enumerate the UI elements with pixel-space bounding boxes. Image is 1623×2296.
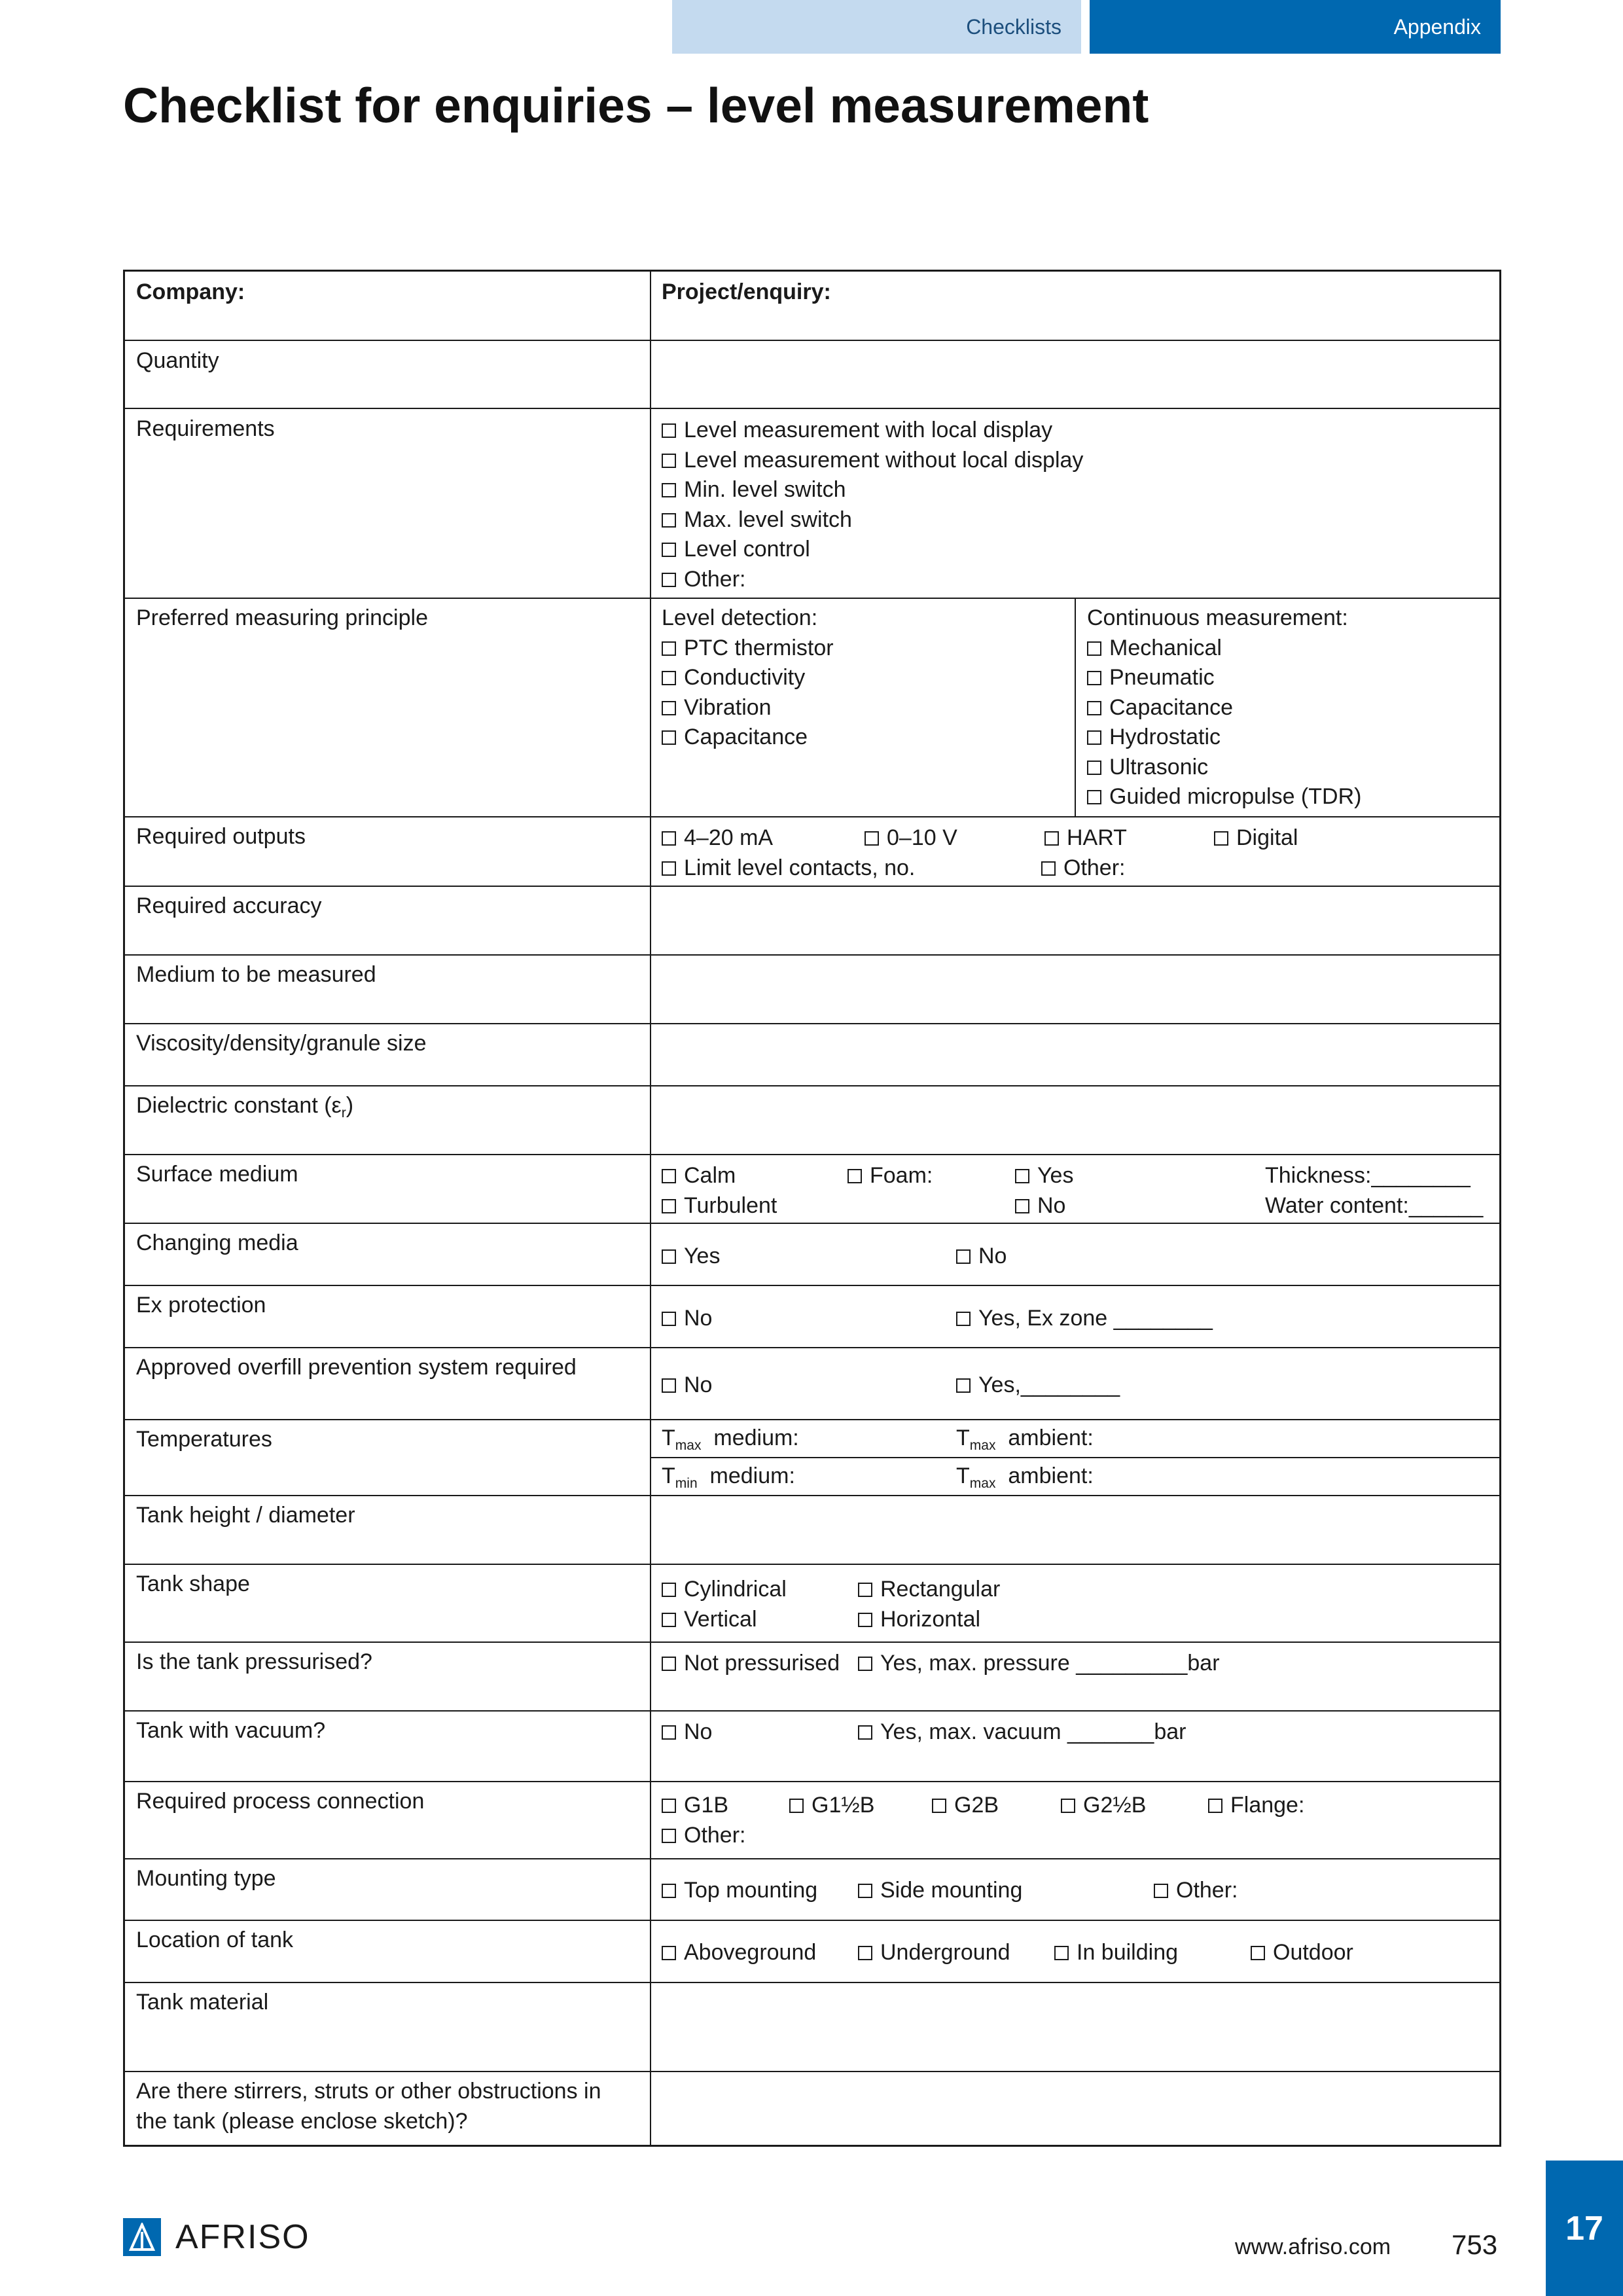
option-label: G1B — [684, 1793, 729, 1818]
continuous-option[interactable] — [1087, 692, 1233, 723]
option-label: Level control — [684, 537, 810, 562]
row-divider — [125, 2071, 1499, 2072]
option-label: Hydrostatic — [1109, 725, 1221, 749]
option-label: Conductivity — [684, 665, 806, 690]
column-divider — [650, 272, 651, 2145]
principle-column-divider — [1075, 598, 1076, 816]
checkbox[interactable] — [858, 1613, 872, 1627]
checkbox[interactable] — [1087, 701, 1101, 715]
ex-label: Ex protection — [136, 1293, 266, 1318]
checkbox[interactable] — [956, 1378, 971, 1393]
requirements-option[interactable] — [662, 475, 846, 505]
website-link[interactable]: www.afriso.com — [1235, 2234, 1391, 2259]
mounting-option[interactable] — [662, 1875, 817, 1905]
tab-appendix[interactable] — [1090, 0, 1501, 54]
checkbox[interactable] — [662, 730, 676, 745]
row-divider — [125, 1495, 1499, 1496]
outputs-option[interactable] — [1041, 853, 1125, 883]
location-option[interactable] — [858, 1937, 1010, 1967]
row-divider — [125, 954, 1499, 956]
obstructions-label-line2: the tank (please enclose sketch)? — [136, 2109, 468, 2134]
checkbox[interactable] — [662, 1725, 676, 1740]
checkbox[interactable] — [865, 831, 879, 846]
vacuum-label: Tank with vacuum? — [136, 1718, 326, 1743]
tab-checklists-label: Checklists — [966, 14, 1061, 39]
option-label: Yes, Ex zone ________ — [978, 1306, 1213, 1331]
option-label: No — [978, 1244, 1007, 1268]
mounting-option[interactable] — [1154, 1875, 1238, 1905]
pressurised-label: Is the tank pressurised? — [136, 1649, 372, 1674]
dielectric-subscript: r — [341, 1105, 346, 1121]
location-label: Location of tank — [136, 1928, 294, 1952]
surface-water-field[interactable]: Water content:______ — [1265, 1193, 1484, 1218]
checkbox[interactable] — [662, 1169, 676, 1183]
option-label: G2B — [954, 1793, 999, 1818]
option-label: Yes, max. pressure _________bar — [880, 1651, 1220, 1676]
option-label: Other: — [684, 567, 746, 592]
option-label: 4–20 mA — [684, 825, 774, 850]
checkbox[interactable] — [662, 1799, 676, 1813]
checkbox[interactable] — [1251, 1946, 1265, 1960]
overfill-option[interactable] — [662, 1370, 712, 1400]
level-detection-option[interactable] — [662, 722, 808, 752]
checkbox[interactable] — [1015, 1199, 1029, 1213]
company-label: Company: — [136, 279, 245, 304]
connection-option[interactable] — [662, 1790, 728, 1820]
surface-thickness-field[interactable]: Thickness:________ — [1265, 1163, 1471, 1188]
checkbox[interactable] — [1214, 831, 1228, 846]
row-divider — [125, 1419, 1499, 1420]
checkbox[interactable] — [662, 1312, 676, 1326]
option-label: HART — [1067, 825, 1127, 850]
option-label: Min. level switch — [684, 477, 846, 502]
principle-label: Preferred measuring principle — [136, 605, 428, 630]
changing-option[interactable] — [662, 1241, 720, 1271]
option-label: Yes — [1037, 1163, 1074, 1188]
temp-medium-label: medium: — [713, 1426, 799, 1450]
level-detection-option[interactable] — [662, 692, 772, 723]
requirements-option[interactable] — [662, 564, 745, 594]
continuous-option[interactable] — [1087, 633, 1222, 663]
option-label: Capacitance — [684, 725, 808, 749]
continuous-heading: Continuous measurement: — [1087, 605, 1348, 630]
option-label: Rectangular — [880, 1577, 1001, 1602]
checkbox[interactable] — [956, 1312, 971, 1326]
option-label: Side mounting — [880, 1878, 1023, 1903]
checkbox[interactable] — [1087, 730, 1101, 745]
tank-shape-label: Tank shape — [136, 1571, 250, 1596]
outputs-option[interactable] — [1044, 823, 1127, 853]
viscosity-label: Viscosity/density/granule size — [136, 1031, 427, 1056]
temp-subscript: max — [675, 1438, 702, 1453]
checkbox[interactable] — [1087, 641, 1101, 656]
medium-label: Medium to be measured — [136, 962, 376, 987]
option-label: Level measurement with local display — [684, 418, 1053, 442]
connection-label: Required process connection — [136, 1789, 425, 1814]
surface-option[interactable] — [662, 1160, 736, 1191]
option-label: Level measurement without local display — [684, 448, 1084, 473]
row-divider — [125, 1920, 1499, 1921]
outputs-option[interactable] — [662, 853, 915, 883]
option-label: Yes, max. vacuum _______bar — [880, 1719, 1186, 1744]
continuous-option[interactable] — [1087, 662, 1215, 692]
vacuum-option[interactable] — [858, 1717, 1186, 1747]
obstructions-label-line1: Are there stirrers, struts or other obstructions in — [136, 2079, 601, 2104]
overfill-label: Approved overfill prevention system required — [136, 1355, 577, 1380]
level-detection-option[interactable] — [662, 662, 805, 692]
temp-max-ambient[interactable] — [956, 1423, 1094, 1461]
temp-ambient-label: ambient: — [1008, 1426, 1094, 1450]
outputs-label: Required outputs — [136, 824, 306, 849]
surface-label: Surface medium — [136, 1162, 298, 1187]
surface-option[interactable] — [1015, 1191, 1065, 1221]
option-label: Calm — [684, 1163, 736, 1188]
checkbox[interactable] — [662, 1613, 676, 1627]
checkbox[interactable] — [662, 454, 676, 468]
connection-option[interactable] — [662, 1820, 745, 1850]
chapter-number: 17 — [1565, 2209, 1603, 2248]
row-divider — [125, 340, 1499, 341]
checkbox[interactable] — [932, 1799, 946, 1813]
pressurised-option[interactable] — [662, 1648, 840, 1678]
surface-option[interactable] — [1015, 1160, 1073, 1191]
row-divider — [125, 1641, 1499, 1643]
option-label: Yes — [684, 1244, 721, 1268]
row-divider — [125, 1023, 1499, 1024]
option-label: Limit level contacts, no. — [684, 855, 916, 880]
connection-option[interactable] — [1061, 1790, 1146, 1820]
tab-appendix-label: Appendix — [1393, 14, 1481, 39]
checkbox[interactable] — [662, 1884, 676, 1898]
temp-subscript: min — [675, 1476, 698, 1491]
checkbox[interactable] — [1054, 1946, 1069, 1960]
checkbox[interactable] — [662, 543, 676, 557]
checkbox[interactable] — [662, 831, 676, 846]
checkbox[interactable] — [662, 641, 676, 656]
row-divider — [125, 598, 1499, 599]
requirements-option[interactable] — [662, 445, 1083, 475]
dielectric-text: Dielectric constant (ε — [136, 1093, 342, 1118]
checkbox[interactable] — [858, 1884, 872, 1898]
temp-min-medium[interactable] — [662, 1461, 795, 1499]
temp-symbol: T — [662, 1463, 675, 1488]
option-label: Outdoor — [1273, 1940, 1353, 1965]
continuous-option[interactable] — [1087, 781, 1361, 812]
option-label: Vibration — [684, 695, 772, 720]
row-divider — [125, 1085, 1499, 1086]
location-option[interactable] — [662, 1937, 816, 1967]
option-label: Mechanical — [1109, 636, 1222, 660]
row-divider — [125, 1564, 1499, 1565]
outputs-option[interactable] — [1214, 823, 1298, 853]
page-title: Checklist for enquiries – level measurement — [123, 78, 1149, 133]
checkbox[interactable] — [858, 1946, 872, 1960]
temperatures-label: Temperatures — [136, 1427, 272, 1452]
tank-shape-option[interactable] — [662, 1604, 757, 1634]
level-detection-option[interactable] — [662, 633, 834, 663]
option-label: No — [684, 1719, 713, 1744]
option-label: Ultrasonic — [1109, 755, 1209, 780]
row-divider — [125, 1154, 1499, 1155]
row-divider — [125, 1781, 1499, 1782]
option-label: PTC thermistor — [684, 636, 834, 660]
requirements-option[interactable] — [662, 415, 1052, 445]
checkbox[interactable] — [662, 701, 676, 715]
level-detection-heading: Level detection: — [662, 605, 818, 630]
checkbox[interactable] — [662, 423, 676, 438]
requirements-option[interactable] — [662, 534, 810, 564]
row-divider — [125, 816, 1499, 817]
pressurised-option[interactable] — [858, 1648, 1220, 1678]
temp-symbol: T — [956, 1463, 970, 1488]
checkbox[interactable] — [858, 1657, 872, 1671]
quantity-label: Quantity — [136, 348, 219, 373]
temp-subscript: max — [969, 1438, 996, 1453]
tank-height-label: Tank height / diameter — [136, 1503, 355, 1528]
option-label: 0–10 V — [887, 825, 957, 850]
checkbox[interactable] — [1154, 1884, 1168, 1898]
row-divider — [125, 886, 1499, 887]
option-label: No — [684, 1306, 713, 1331]
checkbox[interactable] — [1087, 790, 1101, 804]
checkbox[interactable] — [662, 483, 676, 497]
continuous-option[interactable] — [1087, 752, 1208, 782]
outputs-option[interactable] — [865, 823, 957, 853]
ex-option[interactable] — [956, 1303, 1213, 1333]
option-label: Max. level switch — [684, 507, 852, 532]
temp-symbol: T — [956, 1426, 970, 1450]
afriso-logo-icon — [123, 2218, 161, 2256]
option-label: Flange: — [1230, 1793, 1305, 1818]
checkbox[interactable] — [662, 513, 676, 528]
option-label: Aboveground — [684, 1940, 817, 1965]
option-label: Pneumatic — [1109, 665, 1215, 690]
location-option[interactable] — [1251, 1937, 1353, 1967]
option-label: G2½B — [1083, 1793, 1147, 1818]
option-label: Horizontal — [880, 1607, 981, 1632]
option-label: Digital — [1236, 825, 1298, 850]
checkbox[interactable] — [662, 573, 676, 587]
row-divider — [125, 1710, 1499, 1712]
checkbox[interactable] — [1087, 671, 1101, 685]
requirements-label: Requirements — [136, 416, 275, 441]
checkbox[interactable] — [1208, 1799, 1222, 1813]
option-label: G1½B — [812, 1793, 875, 1818]
option-label: Underground — [880, 1940, 1010, 1965]
checkbox[interactable] — [662, 1657, 676, 1671]
option-label: Other: — [684, 1823, 746, 1848]
checkbox[interactable] — [1044, 831, 1059, 846]
surface-option[interactable] — [662, 1191, 777, 1221]
checkbox[interactable] — [858, 1583, 872, 1597]
temp-medium-label: medium: — [709, 1463, 795, 1488]
option-label: Other: — [1063, 855, 1126, 880]
tab-checklists[interactable] — [672, 0, 1081, 54]
mounting-label: Mounting type — [136, 1866, 276, 1891]
enquiry-form-table — [123, 270, 1501, 2147]
temp-max-medium[interactable] — [662, 1423, 799, 1461]
checkbox[interactable] — [662, 1583, 676, 1597]
checkbox[interactable] — [847, 1169, 862, 1183]
tank-shape-option[interactable] — [858, 1574, 1000, 1604]
afriso-logo — [123, 2217, 310, 2257]
requirements-option[interactable] — [662, 505, 852, 535]
checkbox[interactable] — [858, 1725, 872, 1740]
checkbox[interactable] — [1015, 1169, 1029, 1183]
logo-mark-icon — [129, 2223, 155, 2251]
checkbox[interactable] — [956, 1249, 971, 1264]
option-label: In building — [1077, 1940, 1179, 1965]
checkbox[interactable] — [662, 1946, 676, 1960]
outputs-option[interactable] — [662, 823, 773, 853]
changing-label: Changing media — [136, 1230, 298, 1255]
row-divider — [125, 1858, 1499, 1859]
option-label: Vertical — [684, 1607, 757, 1632]
option-label: Guided micropulse (TDR) — [1109, 784, 1362, 809]
overfill-option[interactable] — [956, 1370, 1120, 1400]
connection-option[interactable] — [789, 1790, 874, 1820]
checkbox[interactable] — [1061, 1799, 1075, 1813]
dielectric-label — [136, 1090, 353, 1128]
option-label: Capacitance — [1109, 695, 1234, 720]
project-label: Project/enquiry: — [662, 279, 831, 304]
connection-option[interactable] — [1208, 1790, 1304, 1820]
material-label: Tank material — [136, 1990, 269, 2015]
continuous-option[interactable] — [1087, 722, 1221, 752]
checkbox[interactable] — [662, 861, 676, 876]
option-label: No — [684, 1372, 713, 1397]
tank-shape-option[interactable] — [858, 1604, 980, 1634]
temp-symbol: T — [662, 1426, 675, 1450]
vacuum-option[interactable] — [662, 1717, 712, 1747]
option-label: Not pressurised — [684, 1651, 840, 1676]
temp-max-ambient-2[interactable] — [956, 1461, 1094, 1499]
option-label: Foam: — [870, 1163, 933, 1188]
temp-ambient-label: ambient: — [1008, 1463, 1094, 1488]
checkbox[interactable] — [662, 1829, 676, 1843]
checkbox[interactable] — [662, 1199, 676, 1213]
row-divider — [125, 1223, 1499, 1224]
checkbox[interactable] — [1087, 761, 1101, 775]
surface-option[interactable] — [847, 1160, 933, 1191]
row-divider — [125, 1347, 1499, 1348]
option-label: Yes,________ — [978, 1372, 1120, 1397]
row-divider — [125, 408, 1499, 409]
option-label: Other: — [1176, 1878, 1238, 1903]
ex-option[interactable] — [662, 1303, 712, 1333]
option-label: Turbulent — [684, 1193, 777, 1218]
checkbox[interactable] — [789, 1799, 804, 1813]
option-label: No — [1037, 1193, 1066, 1218]
accuracy-label: Required accuracy — [136, 893, 322, 918]
mounting-option[interactable] — [858, 1875, 1022, 1905]
tank-shape-option[interactable] — [662, 1574, 787, 1604]
row-divider — [125, 1285, 1499, 1286]
chapter-badge — [1546, 2161, 1623, 2296]
dielectric-close: ) — [346, 1093, 354, 1118]
page-number: 753 — [1452, 2229, 1498, 2260]
changing-option[interactable] — [956, 1241, 1007, 1271]
option-label: Cylindrical — [684, 1577, 787, 1602]
checkbox[interactable] — [662, 671, 676, 685]
checkbox[interactable] — [662, 1249, 676, 1264]
brand-name: AFRISO — [175, 2218, 310, 2256]
temp-subscript: max — [969, 1476, 996, 1491]
checkbox[interactable] — [1041, 861, 1056, 876]
row-divider — [125, 1982, 1499, 1983]
location-option[interactable] — [1054, 1937, 1178, 1967]
checkbox[interactable] — [662, 1378, 676, 1393]
option-label: Top mounting — [684, 1878, 818, 1903]
connection-option[interactable] — [932, 1790, 999, 1820]
